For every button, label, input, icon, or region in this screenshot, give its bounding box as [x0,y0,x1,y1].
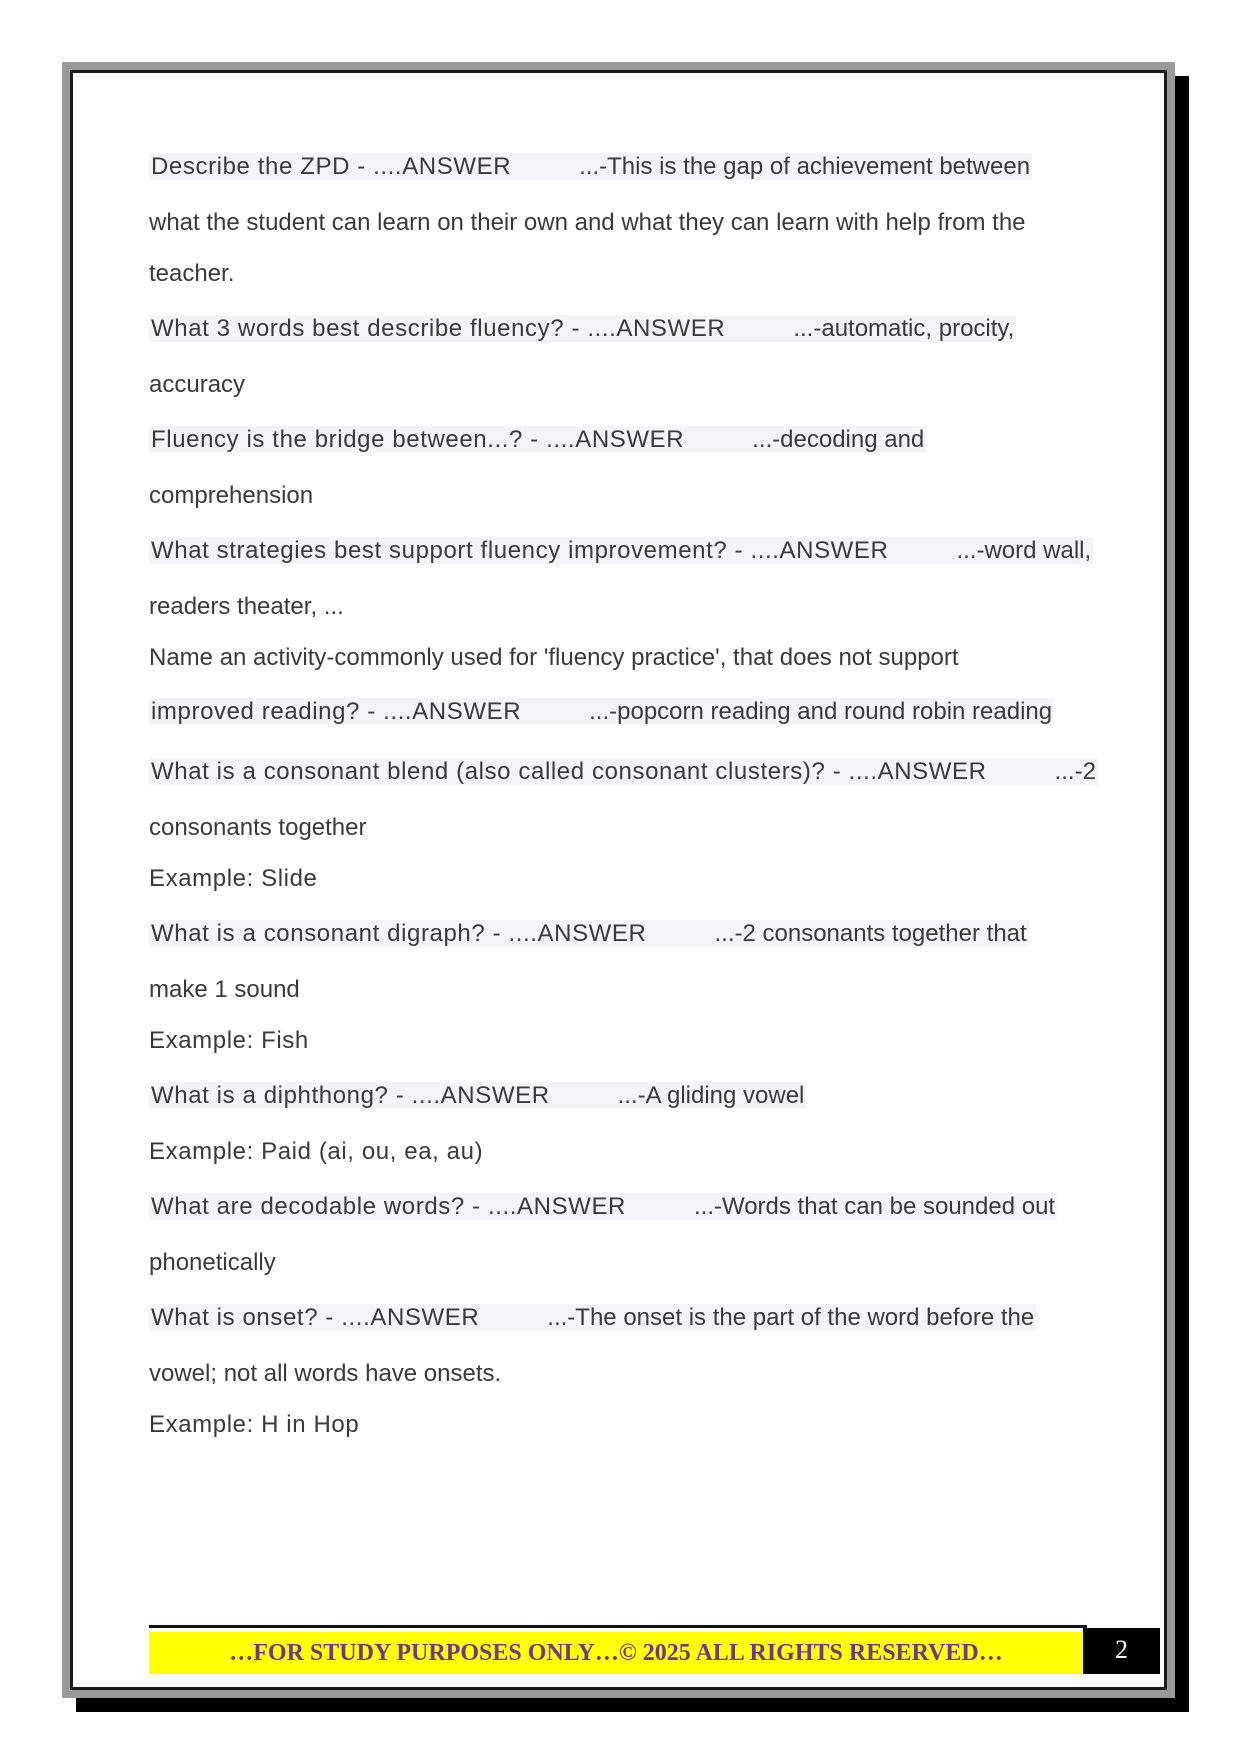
answer-continuation: consonants together [149,814,367,841]
question-text: What strategies best support fluency improvement? - ....ANSWER [151,537,889,564]
answer-continuation: vowel; not all words have onsets. [149,1360,502,1387]
answer-text: ...-word wall, [956,537,1092,564]
qa-line [149,755,1098,789]
answer-text: ...-2 [1054,758,1096,785]
qa-line [149,312,1016,346]
qa-line [149,423,926,457]
example-text: Example: Paid (ai, ou, ea, au) [149,1138,484,1165]
footer-divider [149,1625,1087,1628]
answer-text: ...-This is the gap of achievement between [579,153,1031,180]
question-text: Describe the ZPD - ....ANSWER [151,153,512,180]
answer-text: ...-Words that can be sounded out [693,1193,1056,1220]
question-text: Name an activity-commonly used for 'fluency practice', that does not support [149,644,959,671]
answer-text: ...-decoding and [752,426,925,453]
answer-text: ...-A gliding vowel [617,1082,805,1109]
question-text: What is a diphthong? - ....ANSWER [151,1082,550,1109]
page-number: 2 [1083,1628,1160,1674]
answer-continuation: readers theater, ... [149,593,344,620]
answer-text: ...-The onset is the part of the word before the [547,1304,1035,1331]
qa-line [149,534,1093,568]
question-text: What is a consonant blend (also called consonant clusters)? - ....ANSWER [151,758,987,785]
question-text: What are decodable words? - ....ANSWER [151,1193,626,1220]
example-text: Example: Fish [149,1027,309,1054]
qa-line [149,150,1032,184]
answer-continuation: make 1 sound [149,976,300,1003]
qa-line [149,695,1054,729]
answer-text: ...-automatic, procity, [793,315,1015,342]
question-text: What 3 words best describe fluency? - ....ANSWER [151,315,726,342]
qa-line [149,1301,1036,1335]
answer-continuation: phonetically [149,1249,276,1276]
question-text: Fluency is the bridge between...? - ....ANSWER [151,426,685,453]
footer-copyright: …FOR STUDY PURPOSES ONLY…© 2025 ALL RIGHTS RESERVED… [229,1640,1003,1666]
question-text: improved reading? - ....ANSWER [151,698,522,725]
answer-continuation: accuracy [149,371,246,398]
answer-continuation: comprehension [149,482,314,509]
answer-text: ...-2 consonants together that [714,920,1027,947]
qa-line [149,1079,806,1113]
answer-continuation: what the student can learn on their own and what they can learn with help from the [149,209,1026,236]
answer-continuation: teacher. [149,260,235,287]
example-text: Example: Slide [149,865,318,892]
qa-line [149,917,1029,951]
example-text: Example: H in Hop [149,1411,360,1438]
question-text: What is a consonant digraph? - ....ANSWER [151,920,647,947]
question-text: What is onset? - ....ANSWER [151,1304,480,1331]
qa-line [149,1190,1057,1224]
answer-text: ...-popcorn reading and round robin reading [589,698,1053,725]
